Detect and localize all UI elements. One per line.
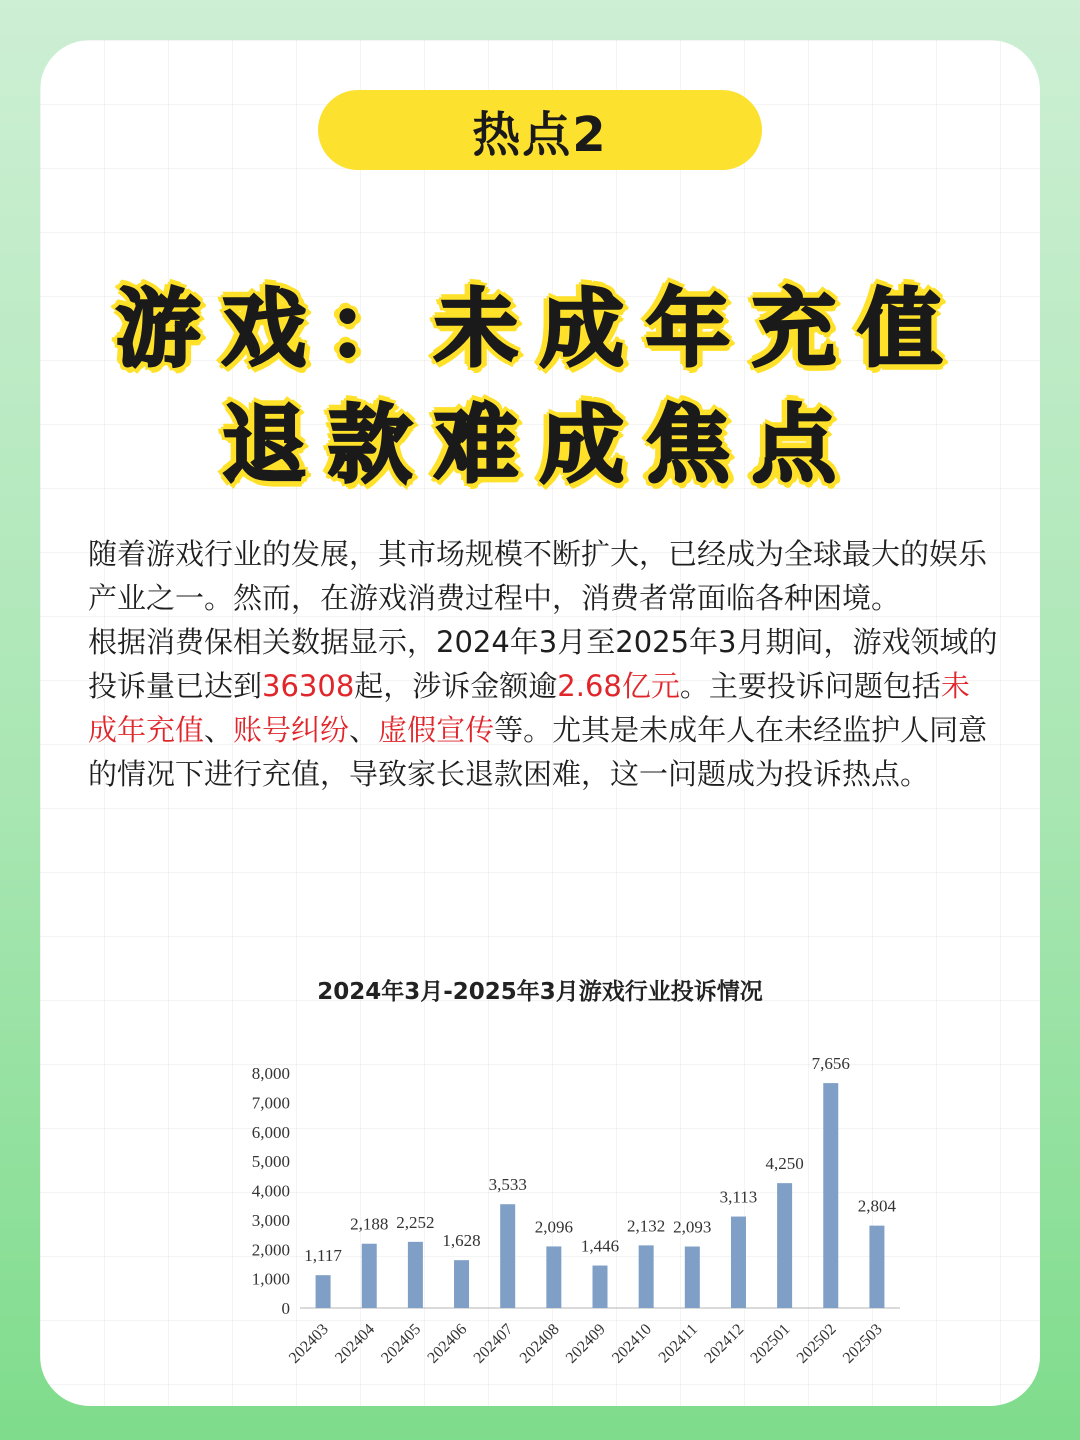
bar-202403: [316, 1275, 331, 1308]
paragraph-2-text: 、: [204, 713, 234, 747]
content-card: [40, 40, 1040, 1406]
issue-highlight-minor-recharge: 未成年充值: [88, 669, 970, 747]
x-tick-label: 202406: [424, 1320, 471, 1367]
bar-202503: [869, 1226, 884, 1308]
x-tick-label: 202404: [332, 1320, 379, 1367]
amount-highlight: 2.68亿元: [557, 669, 680, 703]
data-label: 2,096: [534, 1217, 573, 1237]
paragraph-2-text: 。主要投诉问题包括: [679, 669, 941, 703]
y-tick-label: 8,000: [251, 1064, 290, 1083]
data-label: 2,093: [673, 1217, 712, 1237]
bar-202501: [777, 1183, 792, 1308]
article-body: [88, 532, 998, 796]
x-tick-label: 202408: [516, 1320, 563, 1367]
paragraph-2-text: 、: [349, 713, 379, 747]
chart-title: 2024年3月-2025年3月游戏行业投诉情况: [317, 979, 763, 1005]
y-tick-label: 0: [281, 1299, 290, 1318]
headline-line-2: 退款难成焦点: [221, 396, 858, 494]
bar-202408: [546, 1246, 561, 1308]
data-label: 1,117: [304, 1246, 342, 1266]
y-tick-label: 3,000: [251, 1210, 290, 1230]
y-tick-label: 6,000: [251, 1122, 290, 1142]
x-tick-label: 202503: [839, 1320, 886, 1367]
complaint-count-highlight: 36308: [262, 669, 355, 703]
x-tick-label: 202502: [793, 1320, 840, 1367]
complaints-chart: [190, 965, 910, 1395]
issue-highlight-account-dispute: 账号纠纷: [233, 713, 350, 747]
data-label: 3,113: [719, 1187, 758, 1207]
paragraph-2-text: 起，涉诉金额逾: [354, 669, 558, 703]
data-label: 4,250: [765, 1154, 804, 1174]
bar-202411: [685, 1247, 700, 1308]
data-label: 2,132: [627, 1216, 666, 1236]
x-tick-label: 202407: [470, 1320, 517, 1367]
chart-plot: [190, 965, 910, 1395]
bar-202404: [362, 1244, 377, 1308]
bar-202409: [593, 1266, 608, 1308]
x-tick-label: 202409: [562, 1320, 609, 1367]
x-tick-label: 202410: [609, 1320, 655, 1367]
bar-202407: [500, 1204, 515, 1308]
y-tick-label: 5,000: [251, 1152, 290, 1172]
paragraph-1: 随着游戏行业的发展，其市场规模不断扩大，已经成为全球最大的娱乐产业之一。然而，在游戏消费过程中，消费者常面临各种困境。: [88, 537, 988, 615]
x-tick-label: 202405: [378, 1320, 425, 1367]
paragraph-2: [88, 620, 998, 796]
data-label: 1,446: [580, 1236, 620, 1256]
issue-highlight-false-advertising: 虚假宣传: [378, 713, 495, 747]
x-tick-label: 202403: [285, 1320, 332, 1367]
paragraph-2-text: 根据消费保相关数据显示，2024年3月至2025年3月期间，游戏领域的投诉量已达到: [88, 625, 998, 703]
data-label: 2,252: [396, 1212, 435, 1232]
bar-202406: [454, 1260, 469, 1308]
hotspot-badge: 热点2: [318, 90, 762, 170]
data-label: 1,628: [442, 1231, 481, 1251]
data-label: 2,804: [857, 1196, 897, 1216]
bar-202405: [408, 1242, 423, 1308]
x-tick-label: 202501: [747, 1320, 794, 1367]
y-tick-label: 7,000: [251, 1093, 290, 1113]
data-label: 3,533: [488, 1175, 527, 1195]
data-label: 7,656: [811, 1054, 850, 1074]
bar-202412: [731, 1217, 746, 1308]
y-tick-label: 2,000: [251, 1240, 290, 1260]
headline-line-1: 游戏：未成年充值: [115, 280, 964, 378]
x-tick-label: 202412: [701, 1320, 748, 1367]
y-tick-label: 1,000: [251, 1269, 290, 1289]
bar-202410: [639, 1245, 654, 1308]
paragraph-2-text: 等。尤其是未成年人在未经监护人同意的情况下进行充值，导致家长退款困难，这一问题成为投诉热点。: [88, 713, 988, 791]
bar-202502: [823, 1083, 838, 1308]
data-label: 2,188: [350, 1214, 389, 1234]
y-tick-label: 4,000: [251, 1181, 290, 1201]
x-tick-label: 202411: [655, 1320, 702, 1367]
